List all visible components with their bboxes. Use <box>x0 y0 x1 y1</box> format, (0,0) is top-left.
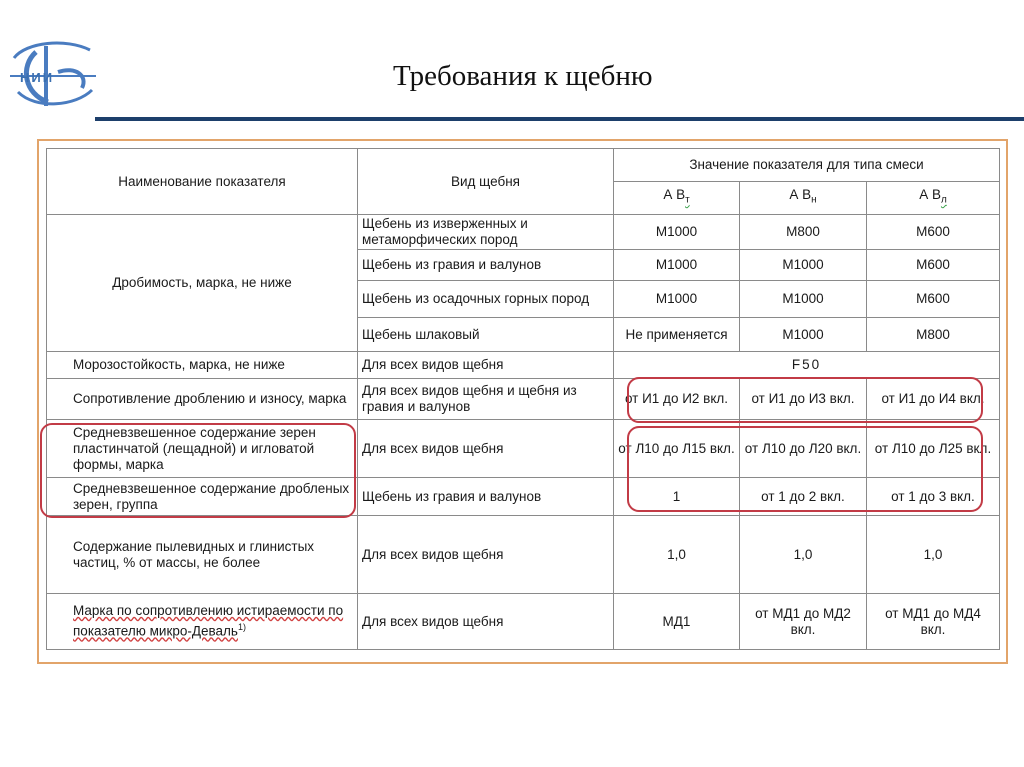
crushability-type-4: Щебень шлаковый <box>358 318 614 352</box>
crushability-3-a: М1000 <box>614 281 740 318</box>
flaky-b: от Л10 до Л20 вкл. <box>740 420 867 478</box>
header-name: Наименование показателя <box>47 149 358 215</box>
abrasion-b: от И1 до И3 вкл. <box>740 379 867 420</box>
microdeval-b: от МД1 до МД2 вкл. <box>740 594 867 650</box>
crushability-1-b: М800 <box>740 215 867 250</box>
requirements-table <box>46 148 1000 650</box>
crushability-2-b: М1000 <box>740 250 867 281</box>
crushability-1-a: М1000 <box>614 215 740 250</box>
table-row <box>47 516 1000 594</box>
header-type: Вид щебня <box>358 149 614 215</box>
title-underline-bar <box>95 117 1024 121</box>
page-title: Требования к щебню <box>393 60 653 92</box>
table-row <box>47 379 1000 420</box>
crushability-4-b: М1000 <box>740 318 867 352</box>
crushability-type-3: Щебень из осадочных горных пород <box>358 281 614 318</box>
table-row <box>47 352 1000 379</box>
abrasion-a: от И1 до И2 вкл. <box>614 379 740 420</box>
dust-a: 1,0 <box>614 516 740 594</box>
frost-type: Для всех видов щебня <box>358 352 614 379</box>
crushed-grains-c: от 1 до 3 вкл. <box>867 478 1000 516</box>
header-col-c: А $В_л$ <box>867 182 1000 215</box>
flaky-a: от Л10 до Л15 вкл. <box>614 420 740 478</box>
dust-name: Содержание пылевидных и глинистых частиц, % от массы, не более <box>47 516 358 594</box>
requirements-table-frame <box>37 139 1008 664</box>
dust-b: 1,0 <box>740 516 867 594</box>
crushability-3-b: М1000 <box>740 281 867 318</box>
frost-value: F50 <box>614 352 1000 379</box>
abrasion-type: Для всех видов щебня и щебня из гравия и валунов <box>358 379 614 420</box>
dust-type: Для всех видов щебня <box>358 516 614 594</box>
crushed-grains-type: Щебень из гравия и валунов <box>358 478 614 516</box>
crushability-4-c: М800 <box>867 318 1000 352</box>
table-header-row <box>47 149 1000 182</box>
crushability-2-a: М1000 <box>614 250 740 281</box>
table-row <box>47 215 1000 250</box>
microdeval-c: от МД1 до МД4 вкл. <box>867 594 1000 650</box>
institute-logo <box>6 32 98 114</box>
flaky-type: Для всех видов щебня <box>358 420 614 478</box>
frost-name: Морозостойкость, марка, не ниже <box>47 352 358 379</box>
crushability-4-a: Не применяется <box>614 318 740 352</box>
table-row <box>47 478 1000 516</box>
crushability-type-2: Щебень из гравия и валунов <box>358 250 614 281</box>
abrasion-name: Сопротивление дроблению и износу, марка <box>47 379 358 420</box>
crushability-type-1: Щебень из изверженных и метаморфических пород <box>358 215 614 250</box>
table-row <box>47 420 1000 478</box>
crushed-grains-name: Средневзвешенное содержание дробленых зерен, группа <box>47 478 358 516</box>
flaky-c: от Л10 до Л25 вкл. <box>867 420 1000 478</box>
crushability-2-c: М600 <box>867 250 1000 281</box>
dust-c: 1,0 <box>867 516 1000 594</box>
header-col-a: А $В_т$ <box>614 182 740 215</box>
microdeval-a: МД1 <box>614 594 740 650</box>
microdeval-name: Марка по сопротивлению истираемости по показателю микро-Деваль$^{1)}$ <box>47 594 358 650</box>
crushability-name: Дробимость, марка, не ниже <box>47 215 358 352</box>
crushed-grains-a: 1 <box>614 478 740 516</box>
logo-text: НИИ <box>20 70 55 85</box>
abrasion-c: от И1 до И4 вкл. <box>867 379 1000 420</box>
microdeval-type: Для всех видов щебня <box>358 594 614 650</box>
table-row <box>47 594 1000 650</box>
flaky-name: Средневзвешенное содержание зерен пластинчатой (лещадной) и игловатой формы, марка <box>47 420 358 478</box>
crushed-grains-b: от 1 до 2 вкл. <box>740 478 867 516</box>
header-value-group: Значение показателя для типа смеси <box>614 149 1000 182</box>
header-col-b: А $В_н$ <box>740 182 867 215</box>
crushability-3-c: М600 <box>867 281 1000 318</box>
crushability-1-c: М600 <box>867 215 1000 250</box>
